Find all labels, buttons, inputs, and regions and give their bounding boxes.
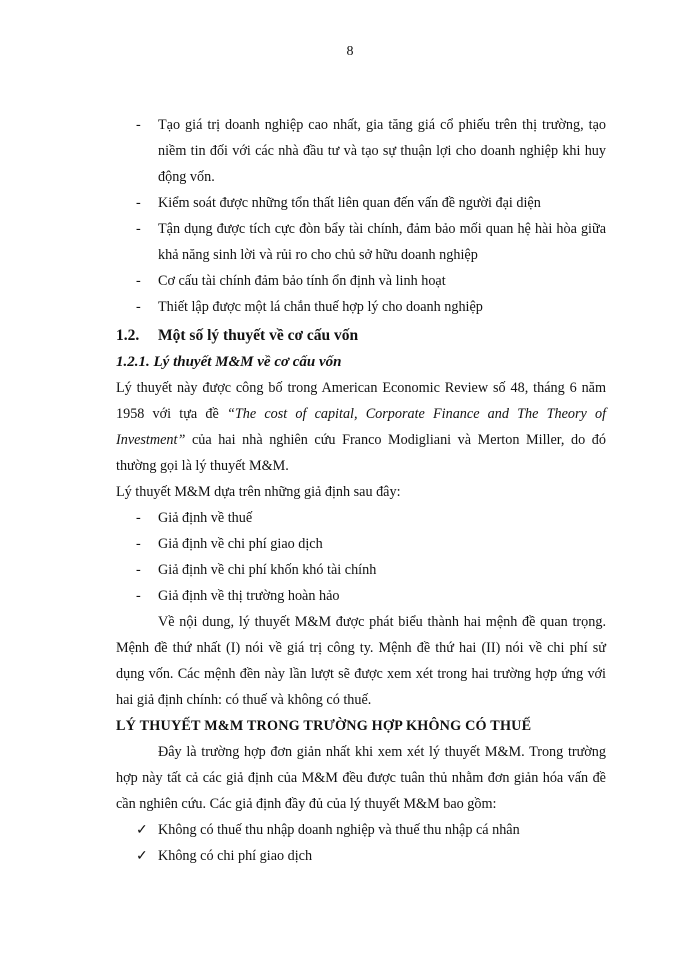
intro-text: Lý thuyết này được công bố trong American Economic Review số 48, tháng 6 năm 1958 với tựa đề	[116, 380, 606, 422]
list-item	[116, 557, 606, 583]
list-item	[116, 505, 606, 531]
dash-bullet: -	[136, 273, 141, 289]
list-item-text: Cơ cấu tài chính đảm bảo tính ổn định và linh hoạt	[158, 273, 446, 289]
page-number: 8	[346, 44, 354, 59]
check-icon: ✓	[136, 848, 148, 864]
dash-bullet: -	[136, 562, 141, 578]
list-item	[116, 531, 606, 557]
no-tax-paragraph: Đây là trường hợp đơn giản nhất khi xem xét lý thuyết M&M. Trong trường hợp này tất cả các giả định của M&M đều được tuân thủ nhằm đơn giản hóa vấn đề cần nghiên cứu. Các giả định đầy đủ của lý thuyết M&M bao gồm:	[116, 744, 606, 812]
list-item	[116, 817, 606, 843]
list-item-text: Giả định về thị trường hoàn hảo	[158, 588, 340, 604]
page-body	[116, 112, 606, 869]
article-title: “The cost of capital, Corporate Finance and The Theory of Investment”	[116, 406, 607, 448]
list-item-text: Không có chi phí giao dịch	[158, 848, 313, 864]
list-item	[116, 294, 606, 320]
assumptions-list	[116, 505, 606, 609]
dash-bullet: -	[136, 588, 141, 604]
subsection-heading: 1.2.1. Lý thuyết M&M về cơ cấu vốn	[116, 354, 342, 370]
list-item	[116, 583, 606, 609]
assumptions-intro: Lý thuyết M&M dựa trên những giả định sau đây:	[116, 484, 401, 500]
list-item	[116, 843, 606, 869]
list-item	[116, 112, 606, 190]
dash-bullet: -	[136, 195, 141, 211]
list-item-text: Tạo giá trị doanh nghiệp cao nhất, gia tăng giá cổ phiếu trên thị trường, tạo niềm tin đối với các nhà đầu tư và tạo sự thuận lợi cho doanh nghiệp khi huy động vốn.	[158, 117, 606, 185]
dash-bullet: -	[136, 117, 141, 133]
full-assumptions-list	[116, 817, 606, 869]
list-item-text: Giả định về chi phí khốn khó tài chính	[158, 562, 377, 578]
section-title: Một số lý thuyết về cơ cấu vốn	[158, 327, 359, 344]
propositions-paragraph: Về nội dung, lý thuyết M&M được phát biểu thành hai mệnh đề quan trọng. Mệnh đề thứ nhất (I) nói về giá trị công ty. Mệnh đề thứ hai (II) nói về chi phí sử dụng vốn. Các mệnh đền này lần lượt sẽ được xem xét trong hai trường hợp ứng với hai giả định chính: có thuế và không có thuế.	[116, 614, 606, 708]
section-number: 1.2.	[116, 327, 140, 344]
list-item	[116, 216, 606, 268]
dash-bullet: -	[136, 536, 141, 552]
list-item-text: Tận dụng được tích cực đòn bẩy tài chính, đảm bảo mối quan hệ hài hòa giữa khả năng sinh lời và rủi ro cho chủ sở hữu doanh nghiệp	[158, 221, 606, 263]
intro-text-continued: của hai nhà nghiên cứu Franco Modigliani và Merton Miller, do đó thường gọi là lý thuyết M&M.	[116, 432, 606, 474]
no-tax-heading: LÝ THUYẾT M&M TRONG TRƯỜNG HỢP KHÔNG CÓ THUẾ	[116, 718, 532, 734]
intro-paragraph	[116, 375, 606, 479]
list-item-text: Giả định về chi phí giao dịch	[158, 536, 323, 552]
dash-bullet: -	[136, 221, 141, 237]
check-icon: ✓	[136, 822, 148, 838]
section-heading	[116, 323, 606, 349]
list-item-text: Giả định về thuế	[158, 510, 253, 526]
dash-bullet: -	[136, 510, 141, 526]
list-item-text: Không có thuế thu nhập doanh nghiệp và thuế thu nhập cá nhân	[158, 822, 520, 838]
list-item	[116, 268, 606, 294]
list-item	[116, 190, 606, 216]
goals-list	[116, 112, 606, 320]
list-item-text: Thiết lập được một lá chắn thuế hợp lý cho doanh nghiệp	[158, 299, 483, 315]
dash-bullet: -	[136, 299, 141, 315]
list-item-text: Kiểm soát được những tổn thất liên quan đến vấn đề người đại diện	[158, 195, 541, 211]
